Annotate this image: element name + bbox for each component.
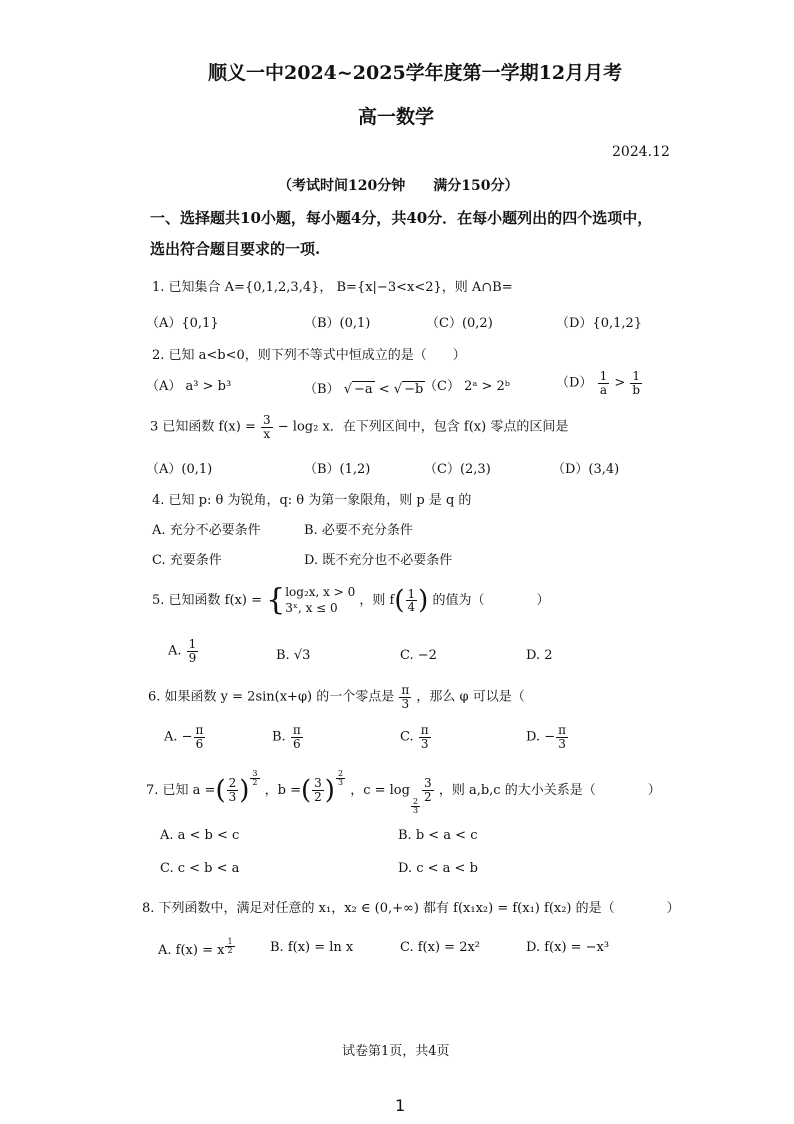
question-8-option-c: C. f(x) = 2x² [400, 940, 481, 955]
question-2-option-d: （D） $\frac{1}{a}$ > $\frac{1}{b}$ [556, 369, 641, 397]
question-1-text: 1. 已知集合 A={0,1,2,3,4}， B={x|−3<x<2}，则 A∩B= [152, 280, 513, 295]
question-5-text [152, 582, 550, 618]
question-1-option-b: （B）(0,1) [304, 316, 371, 331]
question-3-option-c: （C）(2,3) [424, 462, 491, 477]
question-6-text [148, 684, 525, 710]
question-3-option-b: （B）(1,2) [304, 462, 371, 477]
question-5-option-d: D. 2 [526, 648, 553, 663]
question-3-option-a: （A）(0,1) [146, 462, 213, 477]
paren-close: ) [239, 775, 250, 806]
option-expression: a³ > b³ [185, 379, 232, 394]
question-7-mid1: ，b = [264, 783, 301, 798]
fraction-pi-over-6: $\frac{\pi}{6}$ [195, 723, 204, 751]
piecewise-cases [285, 585, 355, 616]
fraction-1-over-9: $\frac{1}{9}$ [188, 637, 197, 665]
fraction-2-over-3: $\frac{2}{3}$ [228, 776, 237, 804]
question-5-suffix: 的值为（ ） [432, 593, 550, 609]
exponent-2-over-3: 2 3 [337, 769, 344, 788]
section-heading-line1: 一、选择题共10小题，每小题4分，共40分．在每小题列出的四个选项中， [150, 209, 653, 227]
question-4-option-a: A. 充分不必要条件 [152, 523, 261, 538]
question-6-option-c [400, 724, 432, 750]
fraction-1-over-a: $\frac{1}{a}$ [599, 369, 608, 397]
question-8-option-d: D. f(x) = −x³ [526, 940, 610, 955]
exam-title: 顺义一中2024~2025学年度第一学期12月月考 [208, 62, 623, 84]
paren-open: ( [215, 775, 226, 806]
question-5-option-b: B. √3 [276, 648, 311, 663]
sqrt-radicand-b: −b [404, 382, 424, 397]
paren-open: ( [301, 775, 312, 806]
exam-subject: 高一数学 [358, 106, 435, 128]
question-1-option-d: （D）{0,1,2} [556, 316, 643, 331]
question-2-text: 2. 已知 a<b<0，则下列不等式中恒成立的是（ ） [152, 348, 466, 363]
option-expression: A. f(x) = x [158, 943, 225, 958]
question-8-option-a [158, 938, 236, 958]
question-8-text: 8. 下列函数中，满足对任意的 x₁，x₂ ∈ (0,+∞) 都有 f(x₁x₂) = f(x₁) f(x₂) 的是（ ） [142, 901, 680, 916]
page-footer-info: 试卷第1页，共4页 [342, 1044, 450, 1059]
question-3-option-d: （D）(3,4) [552, 462, 620, 477]
case-1: log₂x, x > 0 [285, 585, 356, 599]
option-label: D. − [526, 729, 556, 745]
option-label: （D） [556, 375, 593, 391]
option-label: A. − [164, 729, 193, 745]
sqrt-radicand-a: −a [353, 382, 373, 397]
exponent-1-over-2: 1 2 [227, 937, 233, 956]
fraction-1-over-4: $\frac{1}{4}$ [407, 586, 416, 615]
question-5-prefix: 5. 已知函数 f(x) = [152, 593, 262, 609]
question-6-prefix: 6. 如果函数 y = 2sin(x+φ) 的一个零点是 [148, 689, 395, 705]
question-5-option-c: C. −2 [400, 648, 437, 663]
brace-symbol: { [266, 582, 286, 618]
question-6-suffix: ，那么 φ 可以是（ [416, 689, 525, 705]
fraction-pi-over-3: $\frac{\pi}{3}$ [420, 723, 429, 751]
question-7-option-c: C. c < b < a [160, 861, 240, 876]
log-base-2-over-3: 2 3 [412, 797, 419, 816]
question-4-option-d: D. 既不充分也不必要条件 [304, 553, 453, 568]
question-7-suffix: ，则 a,b,c 的大小关系是（ ） [438, 783, 661, 798]
fraction-pi-over-3: $\frac{\pi}{3}$ [401, 683, 410, 711]
question-4-option-c: C. 充要条件 [152, 553, 222, 568]
question-6-option-d [526, 724, 569, 750]
question-7-option-a: A. a < b < c [160, 828, 240, 843]
question-6-option-a [164, 724, 206, 750]
question-4-option-b: B. 必要不充分条件 [304, 523, 413, 538]
question-5-option-a [168, 638, 199, 664]
question-1-option-a: （A）{0,1} [146, 316, 219, 331]
question-7-text [146, 770, 661, 816]
paren-close: ) [324, 775, 335, 806]
question-5-mid: ，则 f [359, 593, 395, 609]
option-label: C. [400, 729, 414, 745]
question-2-option-a [146, 375, 231, 394]
option-expression: 2ᵃ > 2ᵇ [464, 379, 511, 394]
page-number: 1 [395, 1096, 406, 1115]
option-label: （C） [424, 379, 460, 394]
option-label: （B） [304, 382, 340, 397]
case-2: 3ˣ, x ≤ 0 [285, 600, 338, 615]
fraction-1-over-b: $\frac{1}{b}$ [632, 369, 641, 397]
fraction-3-over-x: $\frac{3}{x}$ [263, 413, 271, 441]
question-7-option-b: B. b < a < c [398, 828, 478, 843]
question-7-mid2: ，c = log [350, 783, 410, 798]
fraction-pi-over-3: $\frac{\pi}{3}$ [558, 723, 567, 751]
question-3-suffix: − log₂ x．在下列区间中，包含 f(x) 零点的区间是 [277, 419, 569, 435]
fraction-3-over-2: $\frac{3}{2}$ [424, 776, 432, 804]
question-7-prefix: 7. 已知 a = [146, 783, 216, 798]
exam-info: （考试时间120分钟 满分150分） [278, 178, 519, 194]
question-7-option-d: D. c < a < b [398, 861, 478, 876]
question-6-option-b [272, 724, 304, 750]
option-label: （A） [146, 379, 182, 394]
question-3-text [150, 414, 568, 440]
question-1-option-c: （C）(0,2) [426, 316, 493, 331]
question-3-prefix: 3 已知函数 f(x) = [150, 419, 256, 435]
exam-date: 2024.12 [612, 144, 670, 160]
paren-open: ( [394, 585, 405, 616]
question-4-text: 4. 已知 p: θ 为锐角，q: θ 为第一象限角，则 p 是 q 的 [152, 493, 472, 508]
fraction-3-over-2: $\frac{3}{2}$ [314, 776, 322, 804]
question-2-option-c [424, 375, 510, 394]
question-8-option-b: B. f(x) = ln x [270, 940, 354, 955]
paren-close: ) [418, 585, 429, 616]
question-2-option-b: （B） √ −a < √ −b [304, 382, 424, 397]
exponent-3-over-2: 3 2 [252, 769, 258, 788]
section-heading-line2: 选出符合题目要求的一项. [150, 240, 321, 258]
option-label: B. [272, 729, 286, 745]
option-label: A. [168, 643, 182, 659]
fraction-pi-over-6: $\frac{\pi}{6}$ [292, 723, 301, 751]
